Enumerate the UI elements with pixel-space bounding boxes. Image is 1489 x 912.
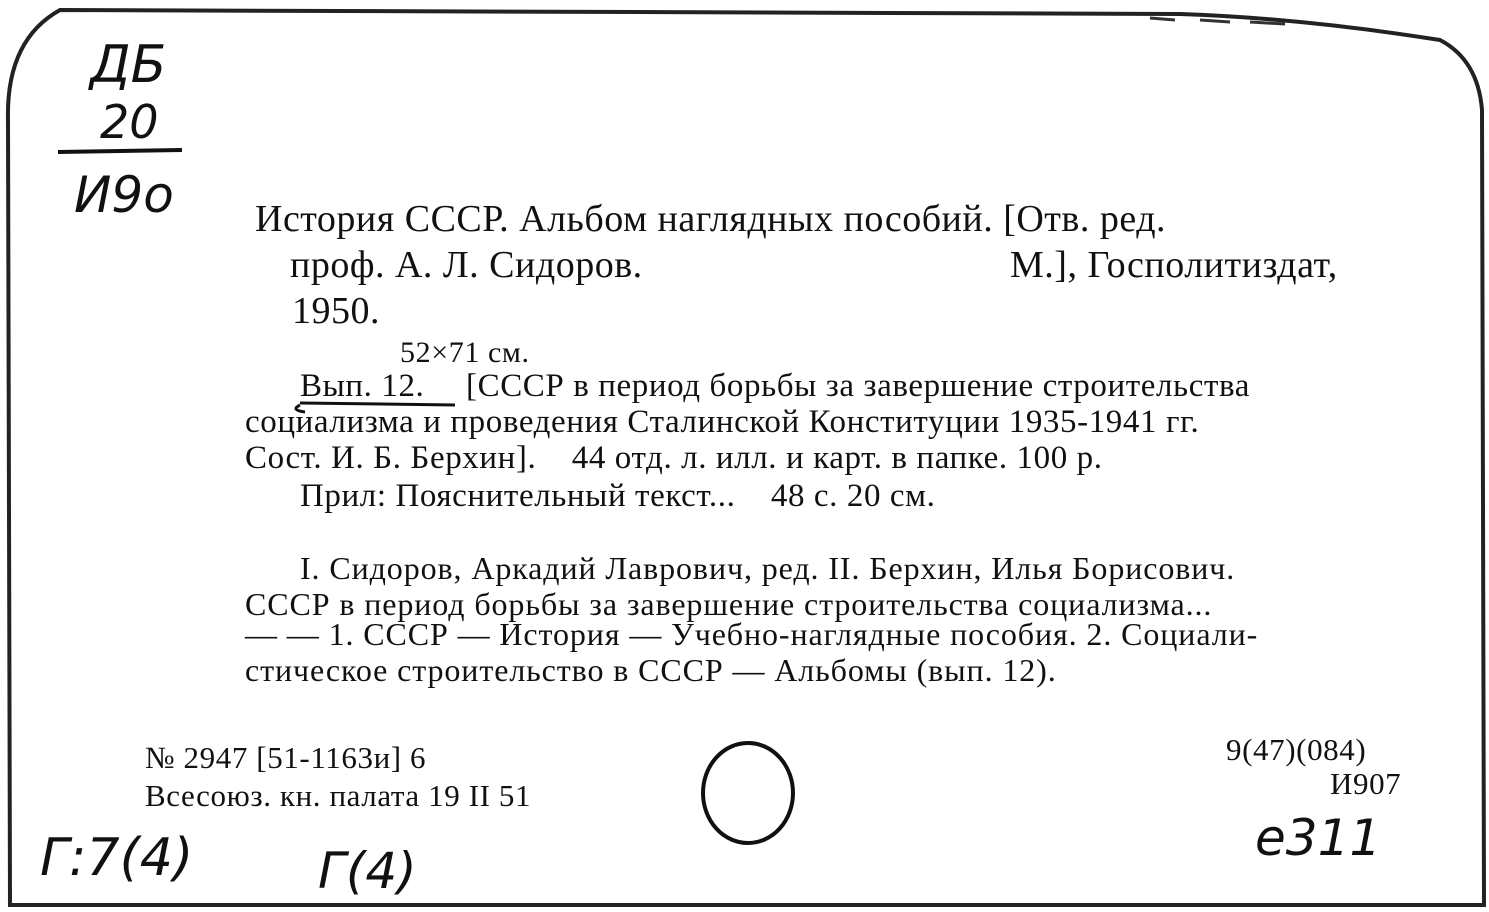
classification-index: 9(47)(084) <box>1226 732 1367 767</box>
tracings-line3: — — 1. СССР — История — Учебно-наглядные пособия. 2. Социали- <box>245 616 1259 652</box>
entry-title-line: История СССР. Альбом наглядных пособий. [Отв. ред. <box>255 198 1167 240</box>
entry-year: 1950. <box>292 290 380 332</box>
call-number-handwritten <box>60 20 200 220</box>
inventory-number: е311 <box>1255 809 1382 867</box>
supplement-line: Прил: Пояснительный текст... 48 с. 20 см. <box>300 478 936 514</box>
issue-label: Вып. 12. <box>300 368 425 404</box>
call-number-line1: ДБ <box>90 35 167 95</box>
mark-left-text: Г:7(4) <box>40 828 194 888</box>
author-mark: И907 <box>1330 766 1402 801</box>
handwritten-mark-left <box>40 815 240 895</box>
issue-title-line3: Сост. И. Б. Берхин]. 44 отд. л. илл. и карт. в папке. 100 р. <box>245 440 1103 476</box>
issue-title-line1: [СССР в период борьбы за завершение строительства <box>466 368 1250 404</box>
handwritten-inventory <box>1250 800 1390 870</box>
call-number-line2: 20 <box>100 95 159 149</box>
entry-size: 52×71 см. <box>400 336 530 369</box>
tracings-line4: стическое строительство в СССР — Альбомы (вып. 12). <box>245 652 1057 688</box>
tracings-line2: СССР в период борьбы за завершение строительства социализма... <box>245 586 1213 622</box>
handwritten-mark-right <box>318 830 478 905</box>
issue-title-line2: социализма и проведения Сталинской Конституции 1935-1941 гг. <box>245 404 1200 440</box>
tracings-line1: I. Сидоров, Аркадий Лаврович, ред. II. Берхин, Илья Борисович. <box>300 550 1236 586</box>
card-hole-circle <box>703 743 793 843</box>
mark-right-text: Г(4) <box>318 842 417 900</box>
book-chamber-date: Всесоюз. кн. палата 19 II 51 <box>145 778 532 813</box>
entry-publisher: М.], Госполитиздат, <box>1010 244 1338 286</box>
call-number-line3: И9о <box>74 166 174 220</box>
entry-editor: проф. А. Л. Сидоров. <box>290 244 643 286</box>
order-number: № 2947 [51-1163и] 6 <box>145 740 427 775</box>
